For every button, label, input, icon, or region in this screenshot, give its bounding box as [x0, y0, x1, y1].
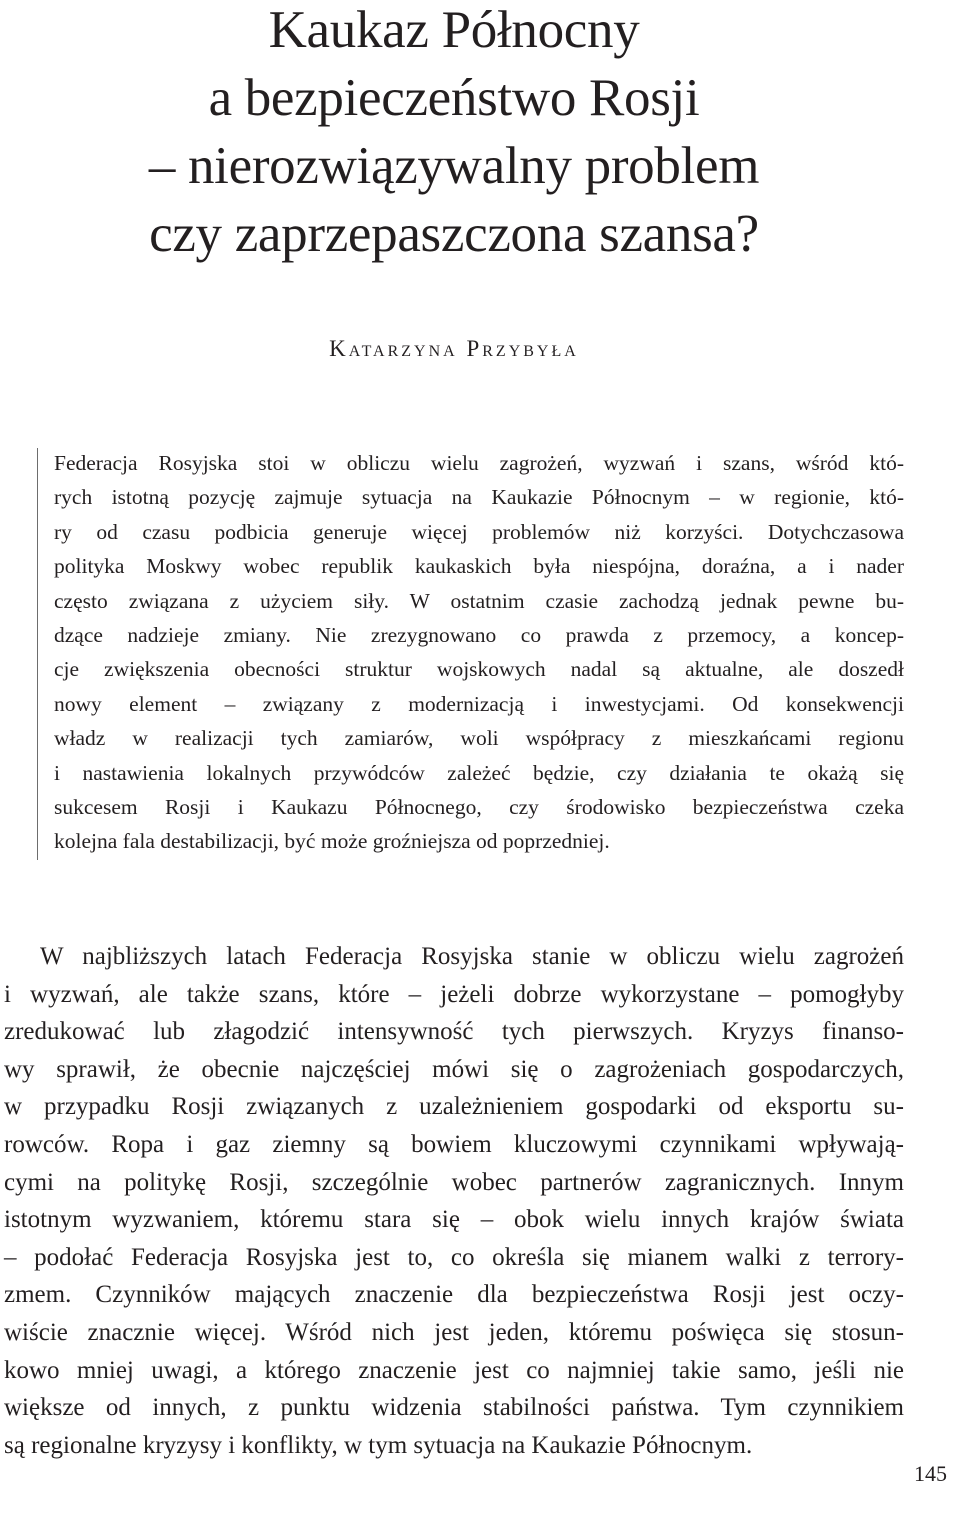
chapter-title-line: czy zaprzepaszczona szansa?: [149, 205, 759, 263]
body-line: zredukować lub złagodzić intensywność tych pierwszych. Kryzys finanso-: [4, 1018, 904, 1046]
body-line: są regionalne kryzysy i konflikty, w tym sytuacja na Kaukazie Północnym.: [4, 1431, 753, 1459]
body-line: – podołać Federacja Rosyjska jest to, co określa się mianem walki z terrory-: [4, 1243, 904, 1271]
chapter-title-line: – nierozwiązywalny problem: [148, 137, 760, 195]
body-line: kowo mniej uwagi, a którego znaczenie jest co najmniej takie samo, jeśli nie: [4, 1356, 904, 1384]
body-line: i wyzwań, ale także szans, które – jeżeli dobrze wykorzystane – pomogłyby: [4, 980, 904, 1008]
body-line: cymi na politykę Rosji, szczególnie wobec partnerów zagranicznych. Innym: [4, 1168, 904, 1196]
body-paragraph: [4, 938, 904, 1464]
abstract-line: sukcesem Rosji i Kaukazu Północnego, czy środowisko bezpieczeństwa czeka: [54, 794, 904, 819]
abstract: [54, 446, 904, 859]
body-line: wy sprawił, że obecnie najczęściej mówi się o zagrożeniach gospodarczych,: [4, 1055, 904, 1083]
abstract-line: Federacja Rosyjska stoi w obliczu wielu zagrożeń, wyzwań i szans, wśród któ-: [54, 451, 904, 475]
abstract-line: władz w realizacji tych zamiarów, woli współpracy z mieszkańcami regionu: [54, 726, 904, 751]
body-line: wiście znacznie więcej. Wśród nich jest jeden, któremu poświęca się stosun-: [4, 1318, 904, 1346]
body-line: rowców. Ropa i gaz ziemny są bowiem kluczowymi czynnikami wpływają-: [4, 1130, 904, 1158]
abstract-line: kolejna fala destabilizacji, być może groźniejsza od poprzedniej.: [54, 829, 610, 854]
abstract-vertical-rule: [37, 448, 38, 860]
abstract-line: cje zwiększenia obecności struktur wojskowych nadal są aktualne, ale doszedł: [54, 657, 904, 682]
author-name: Katarzyna Przybyła: [329, 336, 579, 361]
chapter-title-line: Kaukaz Północny: [268, 1, 640, 59]
body-line: W najbliższych latach Federacja Rosyjska stanie w obliczu wielu zagrożeń: [40, 943, 904, 970]
abstract-line: dzące nadzieje zmiany. Nie zrezygnowano co prawda z przemocy, a koncep-: [54, 622, 904, 647]
abstract-line: często związana z użyciem siły. W ostatnim czasie zachodzą jednak pewne bu-: [54, 588, 904, 613]
body-line: istotnym wyzwaniem, któremu stara się – obok wielu innych krajów świata: [4, 1206, 904, 1234]
page-number: 145: [914, 1461, 947, 1486]
body-line: w przypadku Rosji związanych z uzależnieniem gospodarki od eksportu su-: [4, 1093, 904, 1121]
body-line: zmem. Czynników mających znaczenie dla bezpieczeństwa Rosji jest oczy-: [4, 1281, 904, 1309]
abstract-line: rych istotną pozycję zajmuje sytuacja na Kaukazie Północnym – w regionie, któ-: [54, 485, 904, 510]
abstract-line: i nastawienia lokalnych przywódców zależeć będzie, czy działania te okażą się: [54, 760, 904, 785]
abstract-line: polityka Moskwy wobec republik kaukaskich była niespójna, doraźna, a i nader: [54, 554, 904, 579]
chapter-title-line: a bezpieczeństwo Rosji: [208, 69, 700, 127]
abstract-line: nowy element – związany z modernizacją i inwestycjami. Od konsekwencji: [54, 691, 904, 716]
abstract-line: ry od czasu podbicia generuje więcej problemów niż korzyści. Dotychczasowa: [54, 519, 904, 544]
body-line: większe od innych, z punktu widzenia stabilności państwa. Tym czynnikiem: [4, 1394, 904, 1422]
